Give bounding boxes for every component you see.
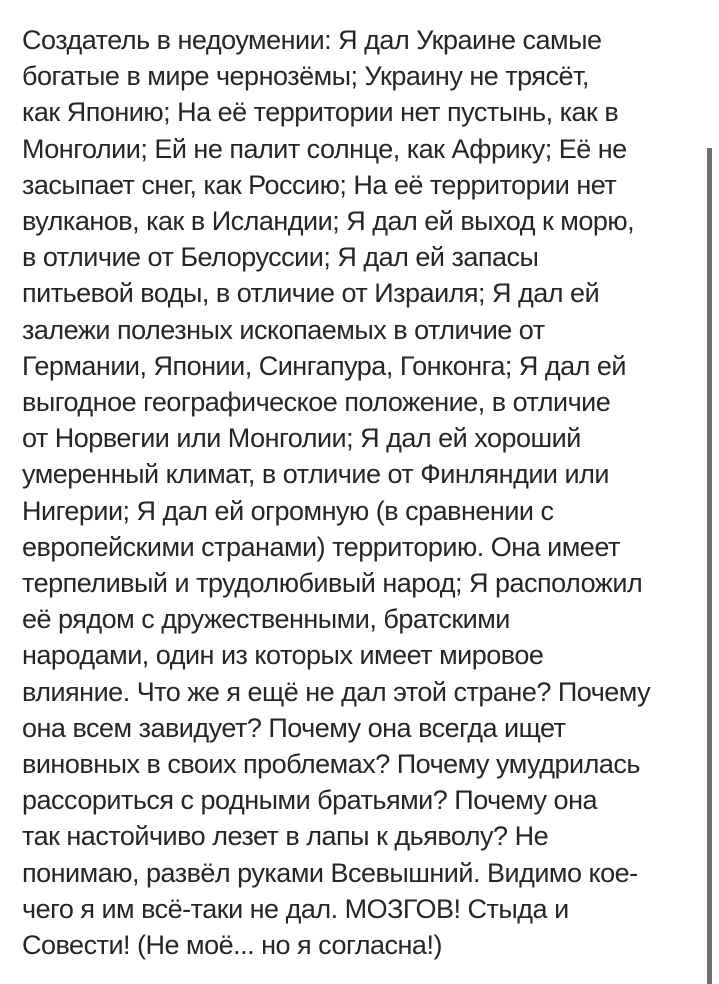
post-text-line: Создатель в недоумении: Я дал Украине самые <box>22 25 602 55</box>
post-text-line: терпеливый и трудолюбивый народ; Я расположил <box>22 568 643 599</box>
post-text-line: Германии, Японии, Сингапура, Гонконга; Я дал ей <box>22 350 627 381</box>
post-text-line: народами, один из которых имеет мировое <box>22 640 544 671</box>
post-text-line: она всем завидует? Почему она всегда ищет <box>22 712 566 743</box>
post-text-line: залежи полезных ископаемых в отличие от <box>22 314 545 345</box>
post-text-line: питьевой воды, в отличие от Израиля; Я дал ей <box>22 278 600 309</box>
post-text-line: понимаю, развёл руками Всевышний. Видимо кое- <box>22 857 638 888</box>
post-text-line: выгодное географическое положение, в отличие <box>22 387 611 418</box>
scrollbar[interactable] <box>707 148 712 984</box>
post-text-line: влияние. Что же я ещё не дал этой стране? Почему <box>22 676 651 707</box>
post-text-line: богатые в мире чернозёмы; Украину не трясёт, <box>22 61 589 92</box>
post-text-line: виновных в своих проблемах? Почему умудрилась <box>22 749 640 780</box>
post-text <box>22 22 704 963</box>
post-text-line: Нигерии; Я дал ей огромную (в сравнении с <box>22 495 554 526</box>
post-text-line: от Норвегии или Монголии; Я дал ей хороший <box>22 423 581 454</box>
post-text-line: европейскими странами) территорию. Она имеет <box>22 531 620 562</box>
post-text-line: Монголии; Ей не палит солнце, как Африку; Её не <box>22 133 627 164</box>
post-text-line: умеренный климат, в отличие от Финляндии или <box>22 459 609 490</box>
post-text-line: как Японию; На её территории нет пустынь, как в <box>22 97 619 128</box>
post-text-line: вулканов, как в Исландии; Я дал ей выход к морю, <box>22 206 635 237</box>
post-text-line: рассориться с родными братьями? Почему она <box>22 785 598 816</box>
post-text-line: засыпает снег, как Россию; На её территории нет <box>22 169 617 200</box>
post-text-line: Совести! (Не моё... но я согласна!) <box>22 930 442 961</box>
post-text-line: так настойчиво лезет в лапы к дьяволу? Не <box>22 821 549 852</box>
post-text-line: в отличие от Белоруссии; Я дал ей запасы <box>22 242 539 273</box>
post-text-line: её рядом с дружественными, братскими <box>22 604 510 635</box>
post-text-line: чего я им всё-таки не дал. МОЗГОВ! Стыда и <box>22 893 569 924</box>
